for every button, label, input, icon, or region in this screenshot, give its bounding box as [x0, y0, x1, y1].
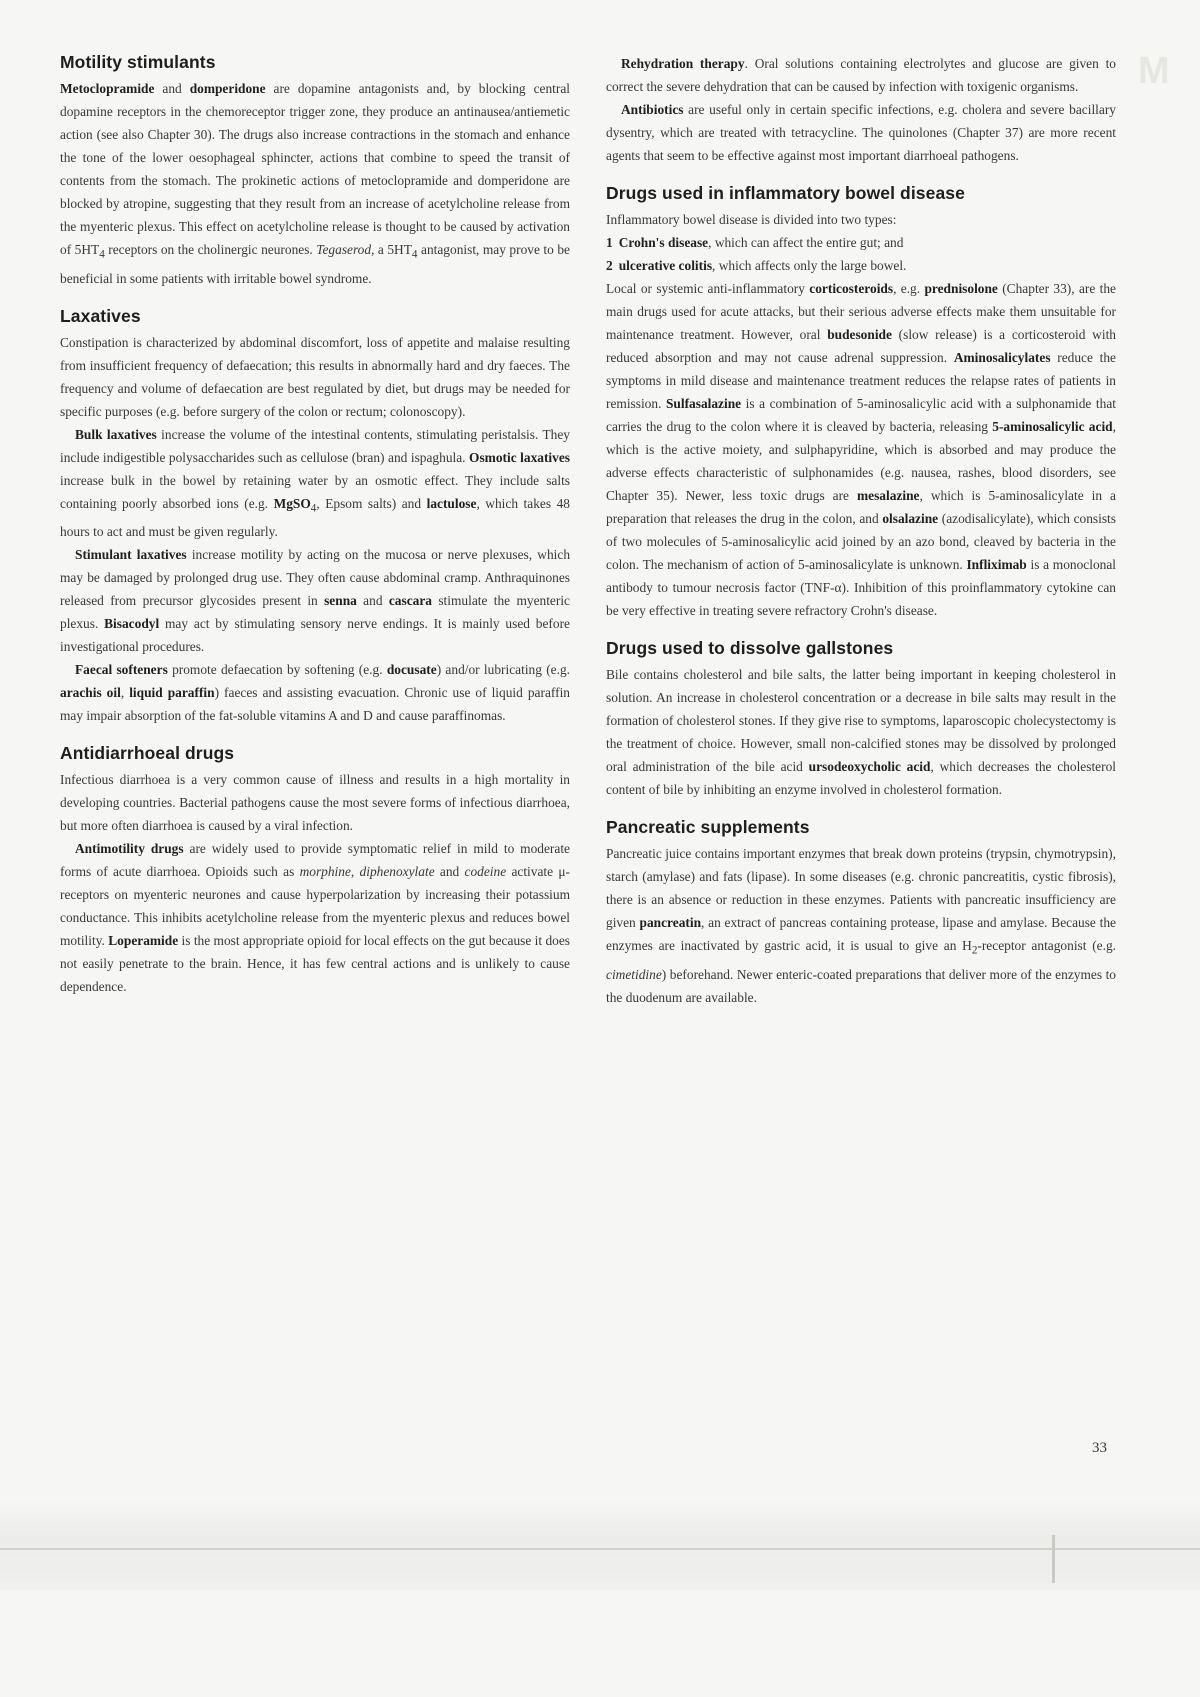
section-heading: Pancreatic supplements — [606, 817, 810, 837]
paragraph: Bile contains cholesterol and bile salts, the latter being important in keeping cholesterol in solution. An increase in cholesterol concentration or a decrease in bile salts may result in the formation of cholesterol stones. If they give rise to symptoms, laparoscopic cholecystectomy is the treatment of choice. However, small non-calcified stones may be dissolved by prolonged oral administration of the bile acid ursodeoxycholic acid, which decreases the cholesterol content of bile by inhibiting an enzyme involved in cholesterol formation. — [606, 667, 1116, 797]
paragraph: Faecal softeners promote defaecation by softening (e.g. docusate) and/or lubricating (e.g. arachis oil, liquid paraffin) faeces and assisting evacuation. Chronic use of liquid paraffin may impair absorption of the fat-soluble vitamins A and D and cause paraffinomas. — [60, 662, 571, 724]
section-heading: Drugs used to dissolve gallstones — [606, 638, 894, 658]
section-motility-stimulants — [60, 52, 570, 290]
paragraph: Rehydration therapy. Oral solutions containing electrolytes and glucose are given to correct the severe dehydration that can be caused by infection with toxigenic organisms. — [606, 56, 1116, 94]
scan-edge-band — [0, 1500, 1200, 1590]
paragraph: Local or systemic anti-inflammatory corticosteroids, e.g. prednisolone (Chapter 33), are the main drugs used for acute attacks, but their serious adverse effects make them unsuitable for maintenance treatment. However, oral budesonide (slow release) is a corticosteroid with reduced absorption and may not cause adrenal suppression. Aminosalicylates reduce the symptoms in mild disease and maintenance treatment reduces the relapse rates of patients in remission. Sulfasalazine is a combination of 5-aminosalicylic acid with a sulphonamide that carries the drug to the colon where it is cleaved by bacteria, releasing 5-aminosalicylic acid, which is the active moiety, and sulphapyridine, which is absorbed and may produce the adverse effects characteristic of sulphonamides (e.g. nausea, rashes, blood disorders, see Chapter 35). Newer, less toxic drugs are mesalazine, which is 5-aminosalicylate in a preparation that releases the drug in the colon, and olsalazine (azodisalicylate), which consists of two molecules of 5-aminosalicylic acid joined by an azo bond, cleaved by bacteria in the colon. The mechanism of action of 5-aminosalicylate is unknown. Infliximab is a monoclonal antibody to tumour necrosis factor (TNF-α). Inhibition of this proinflammatory cytokine can be very effective in treating severe refractory Crohn's disease. — [606, 281, 1117, 618]
section-gallstones — [606, 638, 1116, 801]
section-rehydration-antibiotics — [606, 52, 1116, 167]
section-antidiarrhoeal-drugs — [60, 743, 570, 998]
left-column — [60, 52, 570, 1014]
paragraph: Pancreatic juice contains important enzymes that break down proteins (trypsin, chymotrypsin), starch (amylase) and fats (lipase). In some diseases (e.g. chronic pancreatitis, cystic fibrosis), there is an absence or reduction in these enzymes. Patients with pancreatic insufficiency are given pancreatin, an extract of pancreas containing protease, lipase and amylase. Because the enzymes are inactivated by gastric acid, it is usual to give an $H_2$-receptor antagonist (e.g. cimetidine) beforehand. Newer enteric-coated preparations that deliver more of the enzymes to the duodenum are available. — [606, 846, 1116, 1005]
paragraph: Inflammatory bowel disease is divided into two types: — [606, 212, 897, 227]
section-pancreatic-supplements — [606, 817, 1116, 1009]
list-item: 2 ulcerative colitis, which affects only the large bowel. — [606, 258, 907, 273]
paragraph: Constipation is characterized by abdominal discomfort, loss of appetite and malaise resulting from insufficient frequency of defaecation; this results in abnormally hard and dry faeces. The frequency and volume of defaecation are best regulated by diet, but drugs may be needed for specific purposes (e.g. before surgery of the colon or rectum; colonoscopy). — [60, 334, 570, 419]
section-laxatives — [60, 306, 570, 728]
scan-edge-line — [0, 1548, 1200, 1550]
section-heading: Motility stimulants — [60, 52, 216, 72]
scan-edge-mark — [1052, 1535, 1055, 1583]
paragraph: Antibiotics are useful only in certain specific infections, e.g. cholera and severe bacillary dysentry, which are treated with tetracycline. The quinolones (Chapter 37) are more recent agents that seem to be effective against most important diarrhoeal pathogens. — [606, 102, 1116, 163]
paragraph: Infectious diarrhoea is a very common cause of illness and results in a high mortality in developing countries. Bacterial pathogens cause the most severe forms of infectious diarrhoea, but more often diarrhoea is caused by a viral infection. — [60, 772, 570, 834]
page-number: 33 — [1092, 1440, 1107, 1456]
bleed-through-letter: M — [1138, 50, 1170, 92]
paragraph: Bulk laxatives increase the volume of the intestinal contents, stimulating peristalsis. They include indigestible polysaccharides such as cellulose (bran) and ispaghula. Osmotic laxatives increase bulk in the bowel by retaining water by an osmotic effect. They include salts containing poorly absorbed ions (e.g. MgSO$_4$, Epsom salts) and lactulose, which takes 48 hours to act and must be given regularly. — [60, 426, 570, 540]
section-inflammatory-bowel-disease — [606, 183, 1116, 622]
section-heading: Laxatives — [60, 305, 141, 326]
section-heading: Drugs used in inflammatory bowel disease — [606, 183, 965, 203]
paragraph: Antimotility drugs are widely used to provide symptomatic relief in mild to moderate forms of acute diarrhoea. Opioids such as morphine, diphenoxylate and codeine activate μ-receptors on myenteric neurones and cause hyperpolarization by increasing their potassium conductance. This inhibits acetylcholine release from the myenteric plexus and reduces bowel motility. Loperamide is the most appropriate opioid for local effects on the gut because it does not easily penetrate to the brain. Hence, it has few central actions and is unlikely to cause dependence. — [60, 841, 570, 995]
paragraph: Metoclopramide and domperidone are dopamine antagonists and, by blocking central dopamine receptors in the chemoreceptor trigger zone, they produce an antinausea/antiemetic action (see also Chapter 30). The drugs also increase contractions in the stomach and enhance the tone of the lower oesophageal sphincter, actions that combine to speed the transit of contents from the stomach. The prokinetic actions of metoclopramide and domperidone are blocked by atropine, suggesting that they result from an increase of acetylcholine release from the myenteric plexus. This effect on acetylcholine release is thought to be caused by activation of $5HT_4$ receptors on the cholinergic neurones. Tegaserod, a $5HT_4$ antagonist, may prove to be beneficial in some patients with irritable bowel syndrome. — [60, 81, 570, 286]
section-heading: Antidiarrhoeal drugs — [60, 743, 235, 764]
list-item: 1 Crohn's disease, which can affect the entire gut; and — [606, 235, 904, 250]
right-column — [606, 52, 1116, 1025]
paragraph: Stimulant laxatives increase motility by acting on the mucosa or nerve plexuses, which may be damaged by prolonged drug use. They often cause abdominal cramp. Anthraquinones released from precursor glycosides present in senna and cascara stimulate the myenteric plexus. Bisacodyl may act by stimulating sensory nerve endings. It is mainly used before investigational procedures. — [60, 547, 571, 655]
